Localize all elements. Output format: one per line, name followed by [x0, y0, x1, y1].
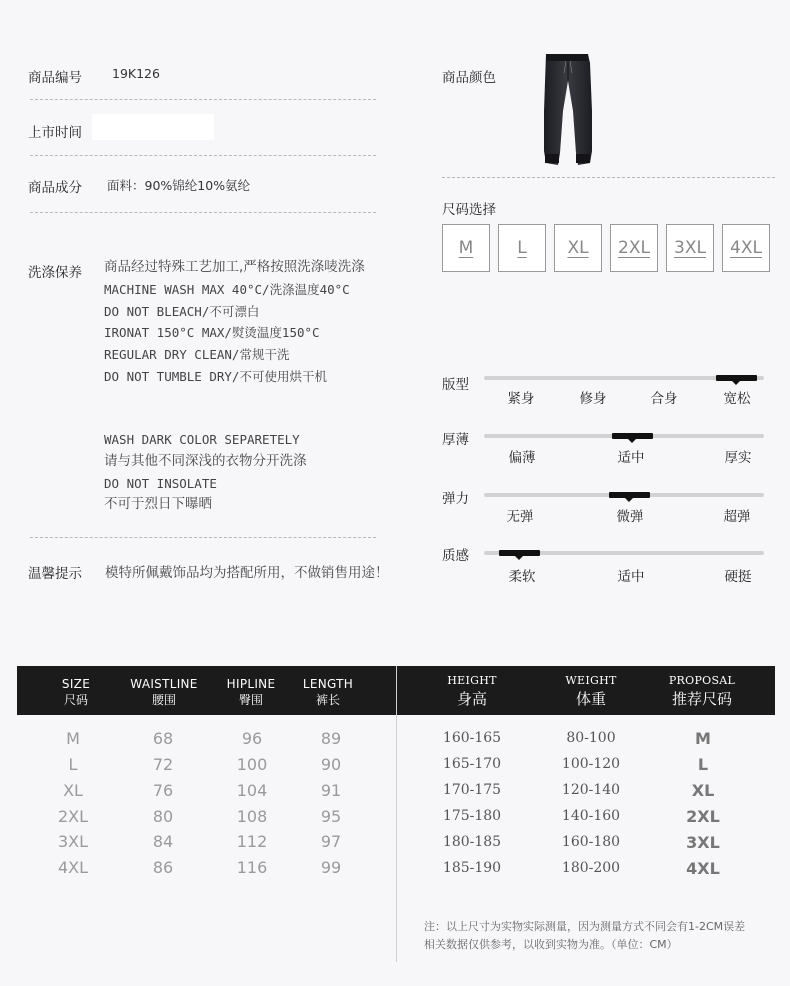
- cell-size: 3XL: [57, 832, 89, 851]
- attribute-option: 柔软: [508, 569, 536, 585]
- attribute-option: 超弹: [723, 509, 751, 525]
- cell-hipline: 108: [236, 807, 268, 826]
- header-weight: WEIGHT 体重: [565, 674, 617, 708]
- header-proposal: PROPOSAL 推荐尺码: [668, 674, 736, 708]
- size-select-label: 尺码选择: [442, 202, 496, 218]
- divider: [442, 177, 775, 178]
- header-hipline: HIPLINE 臀围: [226, 677, 276, 707]
- color-label: 商品颜色: [442, 70, 496, 86]
- cell-weight: 100-120: [561, 756, 621, 772]
- cell-hipline: 100: [236, 755, 268, 774]
- cell-hipline: 112: [236, 832, 268, 851]
- material-label: 商品成分: [28, 180, 82, 196]
- header-length: LENGTH 裤长: [302, 677, 354, 707]
- note-line: 相关数据仅供参考，以收到实物为准。（单位：CM）: [424, 938, 678, 951]
- cell-height: 180-185: [442, 834, 502, 850]
- size-option-m[interactable]: M: [442, 224, 490, 272]
- care-line: 商品经过特殊工艺加工,严格按照洗涤唛洗涤: [104, 259, 365, 275]
- cell-size: XL: [63, 781, 83, 800]
- cell-waistline: 86: [152, 858, 174, 877]
- cell-proposal: 2XL: [686, 807, 720, 826]
- cell-waistline: 80: [152, 807, 174, 826]
- cell-length: 95: [320, 807, 342, 826]
- cell-length: 99: [320, 858, 342, 877]
- recommend-table-header: [397, 666, 775, 715]
- care-label: 洗涤保养: [28, 265, 82, 281]
- cell-waistline: 72: [152, 755, 174, 774]
- cell-length: 89: [320, 729, 342, 748]
- size-option-2xl[interactable]: 2XL: [610, 224, 658, 272]
- attribute-option: 紧身: [507, 391, 535, 407]
- cell-length: 90: [320, 755, 342, 774]
- cell-height: 160-165: [442, 730, 502, 746]
- cell-size: 4XL: [57, 858, 89, 877]
- care-instructions: [104, 257, 365, 388]
- care-line: WASH DARK COLOR SEPARETELY: [104, 432, 300, 447]
- cell-weight: 180-200: [561, 860, 621, 876]
- care-line: IRONAT 150°C MAX/熨烫温度150°C: [104, 325, 320, 341]
- size-option-4xl[interactable]: 4XL: [722, 224, 770, 272]
- size-option-xl[interactable]: XL: [554, 224, 602, 272]
- care-line: MACHINE WASH MAX 40°C/洗涤温度40°C: [104, 281, 350, 297]
- care-line: REGULAR DRY CLEAN/常规干洗: [104, 347, 290, 363]
- attribute-label: 版型: [442, 377, 469, 393]
- cell-length: 91: [320, 781, 342, 800]
- attribute-label: 弹力: [442, 491, 469, 507]
- size-option-3xl[interactable]: 3XL: [666, 224, 714, 272]
- cell-height: 175-180: [442, 808, 502, 824]
- cell-proposal: M: [695, 729, 711, 748]
- cell-length: 97: [320, 832, 342, 851]
- attribute-option: 无弹: [506, 509, 534, 525]
- cell-height: 185-190: [442, 860, 502, 876]
- cell-proposal: L: [697, 755, 709, 774]
- marker-notch: [515, 556, 523, 560]
- attribute-option: 硬挺: [724, 569, 752, 585]
- attribute-option: 微弹: [616, 509, 644, 525]
- pants-image: [530, 51, 606, 171]
- cell-weight: 80-100: [566, 730, 616, 746]
- header-size: SIZE 尺码: [61, 677, 91, 707]
- marker-notch: [628, 439, 636, 443]
- cell-weight: 140-160: [561, 808, 621, 824]
- marker-notch: [732, 381, 740, 385]
- attribute-option: 适中: [617, 569, 645, 585]
- care-line: DO NOT TUMBLE DRY/不可使用烘干机: [104, 368, 327, 384]
- cell-height: 165-170: [442, 756, 502, 772]
- care-line: 请与其他不同深浅的衣物分开洗涤: [104, 452, 307, 469]
- cell-size: M: [66, 729, 80, 748]
- cell-proposal: XL: [691, 781, 715, 800]
- divider: [30, 537, 376, 538]
- cell-hipline: 104: [236, 781, 268, 800]
- product-code-label: 商品编号: [28, 70, 82, 86]
- cell-waistline: 68: [152, 729, 174, 748]
- attribute-option: 厚实: [724, 450, 752, 466]
- cell-waistline: 84: [152, 832, 174, 851]
- cell-proposal: 3XL: [686, 833, 720, 852]
- release-date-label: 上市时间: [28, 125, 82, 141]
- divider: [30, 99, 376, 100]
- care-line: DO NOT BLEACH/不可漂白: [104, 303, 260, 319]
- cell-weight: 160-180: [561, 834, 621, 850]
- cell-waistline: 76: [152, 781, 174, 800]
- tip-value: 模特所佩戴饰品均为搭配所用，不做销售用途！: [105, 565, 389, 581]
- attribute-option: 修身: [579, 391, 607, 407]
- attribute-label: 厚薄: [442, 432, 469, 448]
- size-table-header: [17, 666, 396, 715]
- cell-hipline: 96: [241, 729, 263, 748]
- product-code-value: 19K126: [112, 66, 160, 81]
- cell-hipline: 116: [236, 858, 268, 877]
- attribute-option: 合身: [650, 391, 678, 407]
- material-value: 面料：90%锦纶10%氨纶: [107, 178, 251, 193]
- divider: [30, 212, 376, 213]
- header-waistline: WAISTLINE 腰围: [130, 677, 198, 707]
- note-line: 注：以上尺寸为实物实际测量，因为测量方式不同会有1-2CM误差: [424, 920, 746, 933]
- care-line: DO NOT INSOLATE: [104, 475, 217, 491]
- size-option-l[interactable]: L: [498, 224, 546, 272]
- product-color-swatch-pants[interactable]: [530, 51, 606, 171]
- divider: [30, 155, 376, 156]
- header-height: HEIGHT 身高: [447, 674, 497, 708]
- care-instructions-extra: [104, 429, 307, 516]
- cell-proposal: 4XL: [686, 859, 720, 878]
- attribute-label: 质感: [442, 548, 469, 564]
- care-line: 不可于烈日下曝晒: [104, 496, 212, 513]
- cell-weight: 120-140: [561, 782, 621, 798]
- attribute-option: 偏薄: [508, 450, 536, 466]
- cell-height: 170-175: [442, 782, 502, 798]
- attribute-option: 适中: [617, 450, 645, 466]
- cell-size: 2XL: [57, 807, 89, 826]
- cell-size: L: [68, 755, 78, 774]
- tip-label: 温馨提示: [28, 566, 82, 582]
- release-date-value-box: [92, 114, 214, 140]
- marker-notch: [625, 498, 633, 502]
- attribute-option: 宽松: [723, 391, 751, 407]
